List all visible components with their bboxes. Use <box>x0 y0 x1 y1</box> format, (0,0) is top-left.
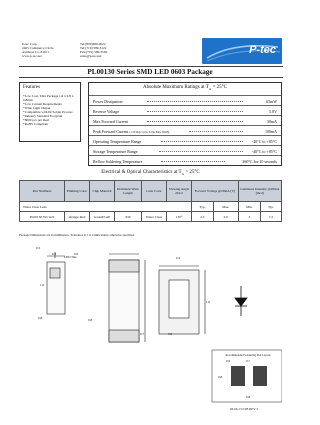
company-line: P-tec Corp. <box>22 42 38 46</box>
dimension-label: 0.7 <box>140 332 145 336</box>
subheader-cell: Max. <box>213 202 238 212</box>
table-cell: 2.6 <box>213 212 238 222</box>
abs-max-heading-suffix: = 25°C <box>211 85 227 90</box>
rating-value: 100mA <box>265 129 277 134</box>
led-die <box>50 268 60 278</box>
features-heading: Features <box>23 85 40 90</box>
electrical-heading <box>19 170 282 176</box>
electrical-heading-sub: A <box>181 172 185 176</box>
company-line: 2465 Commerce Circle <box>22 46 54 50</box>
electrical-heading-suffix: = 25°C <box>184 170 200 175</box>
page-title: PL00130 Series SMD LED 0603 Package <box>87 68 213 76</box>
solder-pad <box>231 366 245 386</box>
rating-label-text: Peak Forward Current <box>93 129 129 134</box>
dimension-label: 1.0 <box>206 300 211 304</box>
led-side-pad-top <box>109 260 139 272</box>
header-cell: Chip Material <box>90 181 115 202</box>
feature-item: *Low Current Requirements <box>23 102 62 106</box>
rating-label: Max Forward Current <box>93 119 129 124</box>
features-list <box>23 94 81 126</box>
rating-leader <box>161 159 225 162</box>
rating-label: Reflow Soldering Temperature <box>93 159 143 164</box>
part-number-cell: PL00130-WCA22 <box>20 212 65 222</box>
feature-item: *RoHS Compliant <box>23 122 49 126</box>
header-cell: Luminous Intensity @20mA (mcd) <box>238 181 281 202</box>
pad-dimension-label: 0.8 <box>246 395 251 399</box>
dimension-label: 0.3 <box>52 252 57 256</box>
rating-leader <box>147 119 243 122</box>
rating-leader <box>147 99 243 102</box>
table-cell: 7.2 <box>260 212 281 222</box>
table-cell: GaAsP/GaP <box>90 212 115 222</box>
dimension-label: 0.5 <box>176 256 181 260</box>
rating-value: 5.0V <box>269 109 277 114</box>
company-line: Alamosa Co. 81101 <box>22 50 49 54</box>
dimension-label: 0.9 <box>168 332 173 336</box>
contact-line: Fax:(719) 589-3592 <box>80 50 108 54</box>
dimension-label: 0.6 <box>74 252 79 256</box>
subheader-cell: Min. <box>238 202 260 212</box>
table-row <box>20 212 282 222</box>
rating-value: 260°C for 10 seconds <box>242 159 277 164</box>
header-cell: Part Numbers <box>20 181 65 202</box>
rating-value: -40°C to +85°C <box>251 149 277 154</box>
table-cell: Orange-Red <box>65 212 90 222</box>
diode-symbol-icon <box>235 286 247 316</box>
table-subheader-row <box>20 202 282 212</box>
rating-row <box>89 155 281 166</box>
pad-dimension-label: 0.6 <box>226 359 231 363</box>
feature-item: *Wide Light Output <box>23 106 51 110</box>
table-cell: 130° <box>167 212 192 222</box>
header-cell: Emitting Color <box>65 181 90 202</box>
package-dimension-drawing <box>19 240 282 405</box>
feature-item: *Industry Standard Footprint <box>23 114 63 118</box>
pad-dimension-label: 0.7 <box>246 359 251 363</box>
rating-leader <box>189 129 243 132</box>
rating-label: Reverse Voltage <box>93 109 119 114</box>
rating-label: Storage Temperature Range <box>93 149 138 154</box>
title-divider <box>19 77 283 78</box>
header-cell: Dominant Wave Length <box>115 181 142 202</box>
led-lens <box>169 280 189 318</box>
header-cell: Lens Color <box>142 181 167 202</box>
header-cell: Viewing Angle 2θ1/2 <box>167 181 192 202</box>
contact-line: sales@p-tec.net <box>80 54 102 58</box>
rating-leader <box>159 149 243 152</box>
contact-line: Tel:(719) 589-3122 <box>80 46 107 50</box>
rating-label-note: (1/10 Duty Cycle, 0.1ms Pulse Width) <box>129 131 170 134</box>
electrical-table <box>19 180 282 222</box>
rating-leader <box>161 139 243 142</box>
rating-label <box>93 129 169 134</box>
table-cell: Water Clear <box>142 212 167 222</box>
table-cell: 3 <box>238 212 260 222</box>
feature-item: *Compatible with IR Solder Process <box>23 110 73 114</box>
footer-revision: 06-06-13 LSB REV 3 <box>230 407 258 411</box>
rating-label: Power Dissipation <box>93 99 123 104</box>
table-cell: 2.2 <box>192 212 214 222</box>
absolute-max-ratings <box>88 82 282 166</box>
rating-label: Operating Temperature Range <box>93 139 142 144</box>
feature-item: *8000 pcs per Reel <box>23 118 50 122</box>
company-address <box>22 42 82 58</box>
abs-max-heading <box>89 85 281 91</box>
abs-max-heading-text: Absolute Maximum Ratings at T <box>143 85 209 90</box>
led-side-pad-bottom <box>109 330 139 342</box>
rating-value: 30mA <box>267 119 277 124</box>
subheader-cell: Typ. <box>260 202 281 212</box>
feature-item: *Low Cost, Thin Package 1.6 x 0.8 x 0.8mm <box>23 94 74 102</box>
contact-line: Tel:(800)480-0022 <box>80 42 106 46</box>
abs-max-heading-sub: A <box>208 87 212 91</box>
brand-logo <box>202 38 282 64</box>
pad-layout-title: Recommended Soldering Pad Layout <box>225 353 271 357</box>
dimension-label: 0.8 <box>88 318 93 322</box>
company-contact <box>80 42 140 58</box>
subheader-cell: Typ. <box>192 202 214 212</box>
company-line: www.p-tec.net <box>22 54 42 58</box>
rating-value: 65mW <box>266 99 277 104</box>
dimension-note: Package Dimensions are in millimeters. Tolerance is ± 0.15mm unless otherwise specified. <box>19 233 135 237</box>
dimension-label: 0.8 <box>38 316 43 320</box>
lens-group-label: Water Clear Lens <box>20 202 192 212</box>
rating-leader <box>147 109 243 112</box>
led-die-label: LED Die <box>64 255 77 259</box>
logo-text: P-tec <box>249 44 276 56</box>
features-box <box>19 82 81 142</box>
pad-dimension-label: 0.8 <box>218 375 223 379</box>
electrical-heading-text: Electrical & Optical Characteristics at T <box>101 170 182 175</box>
rating-value: -40°C to +85°C <box>251 139 277 144</box>
dimension-label: 1.6 <box>40 283 45 287</box>
dimension-label: 0.5 <box>36 246 41 250</box>
table-header-row <box>20 181 282 202</box>
solder-pad <box>253 366 267 386</box>
table-cell: 630 <box>115 212 142 222</box>
header-cell: Forward Voltage @20mA (V) <box>192 181 239 202</box>
header-divider <box>19 66 283 67</box>
